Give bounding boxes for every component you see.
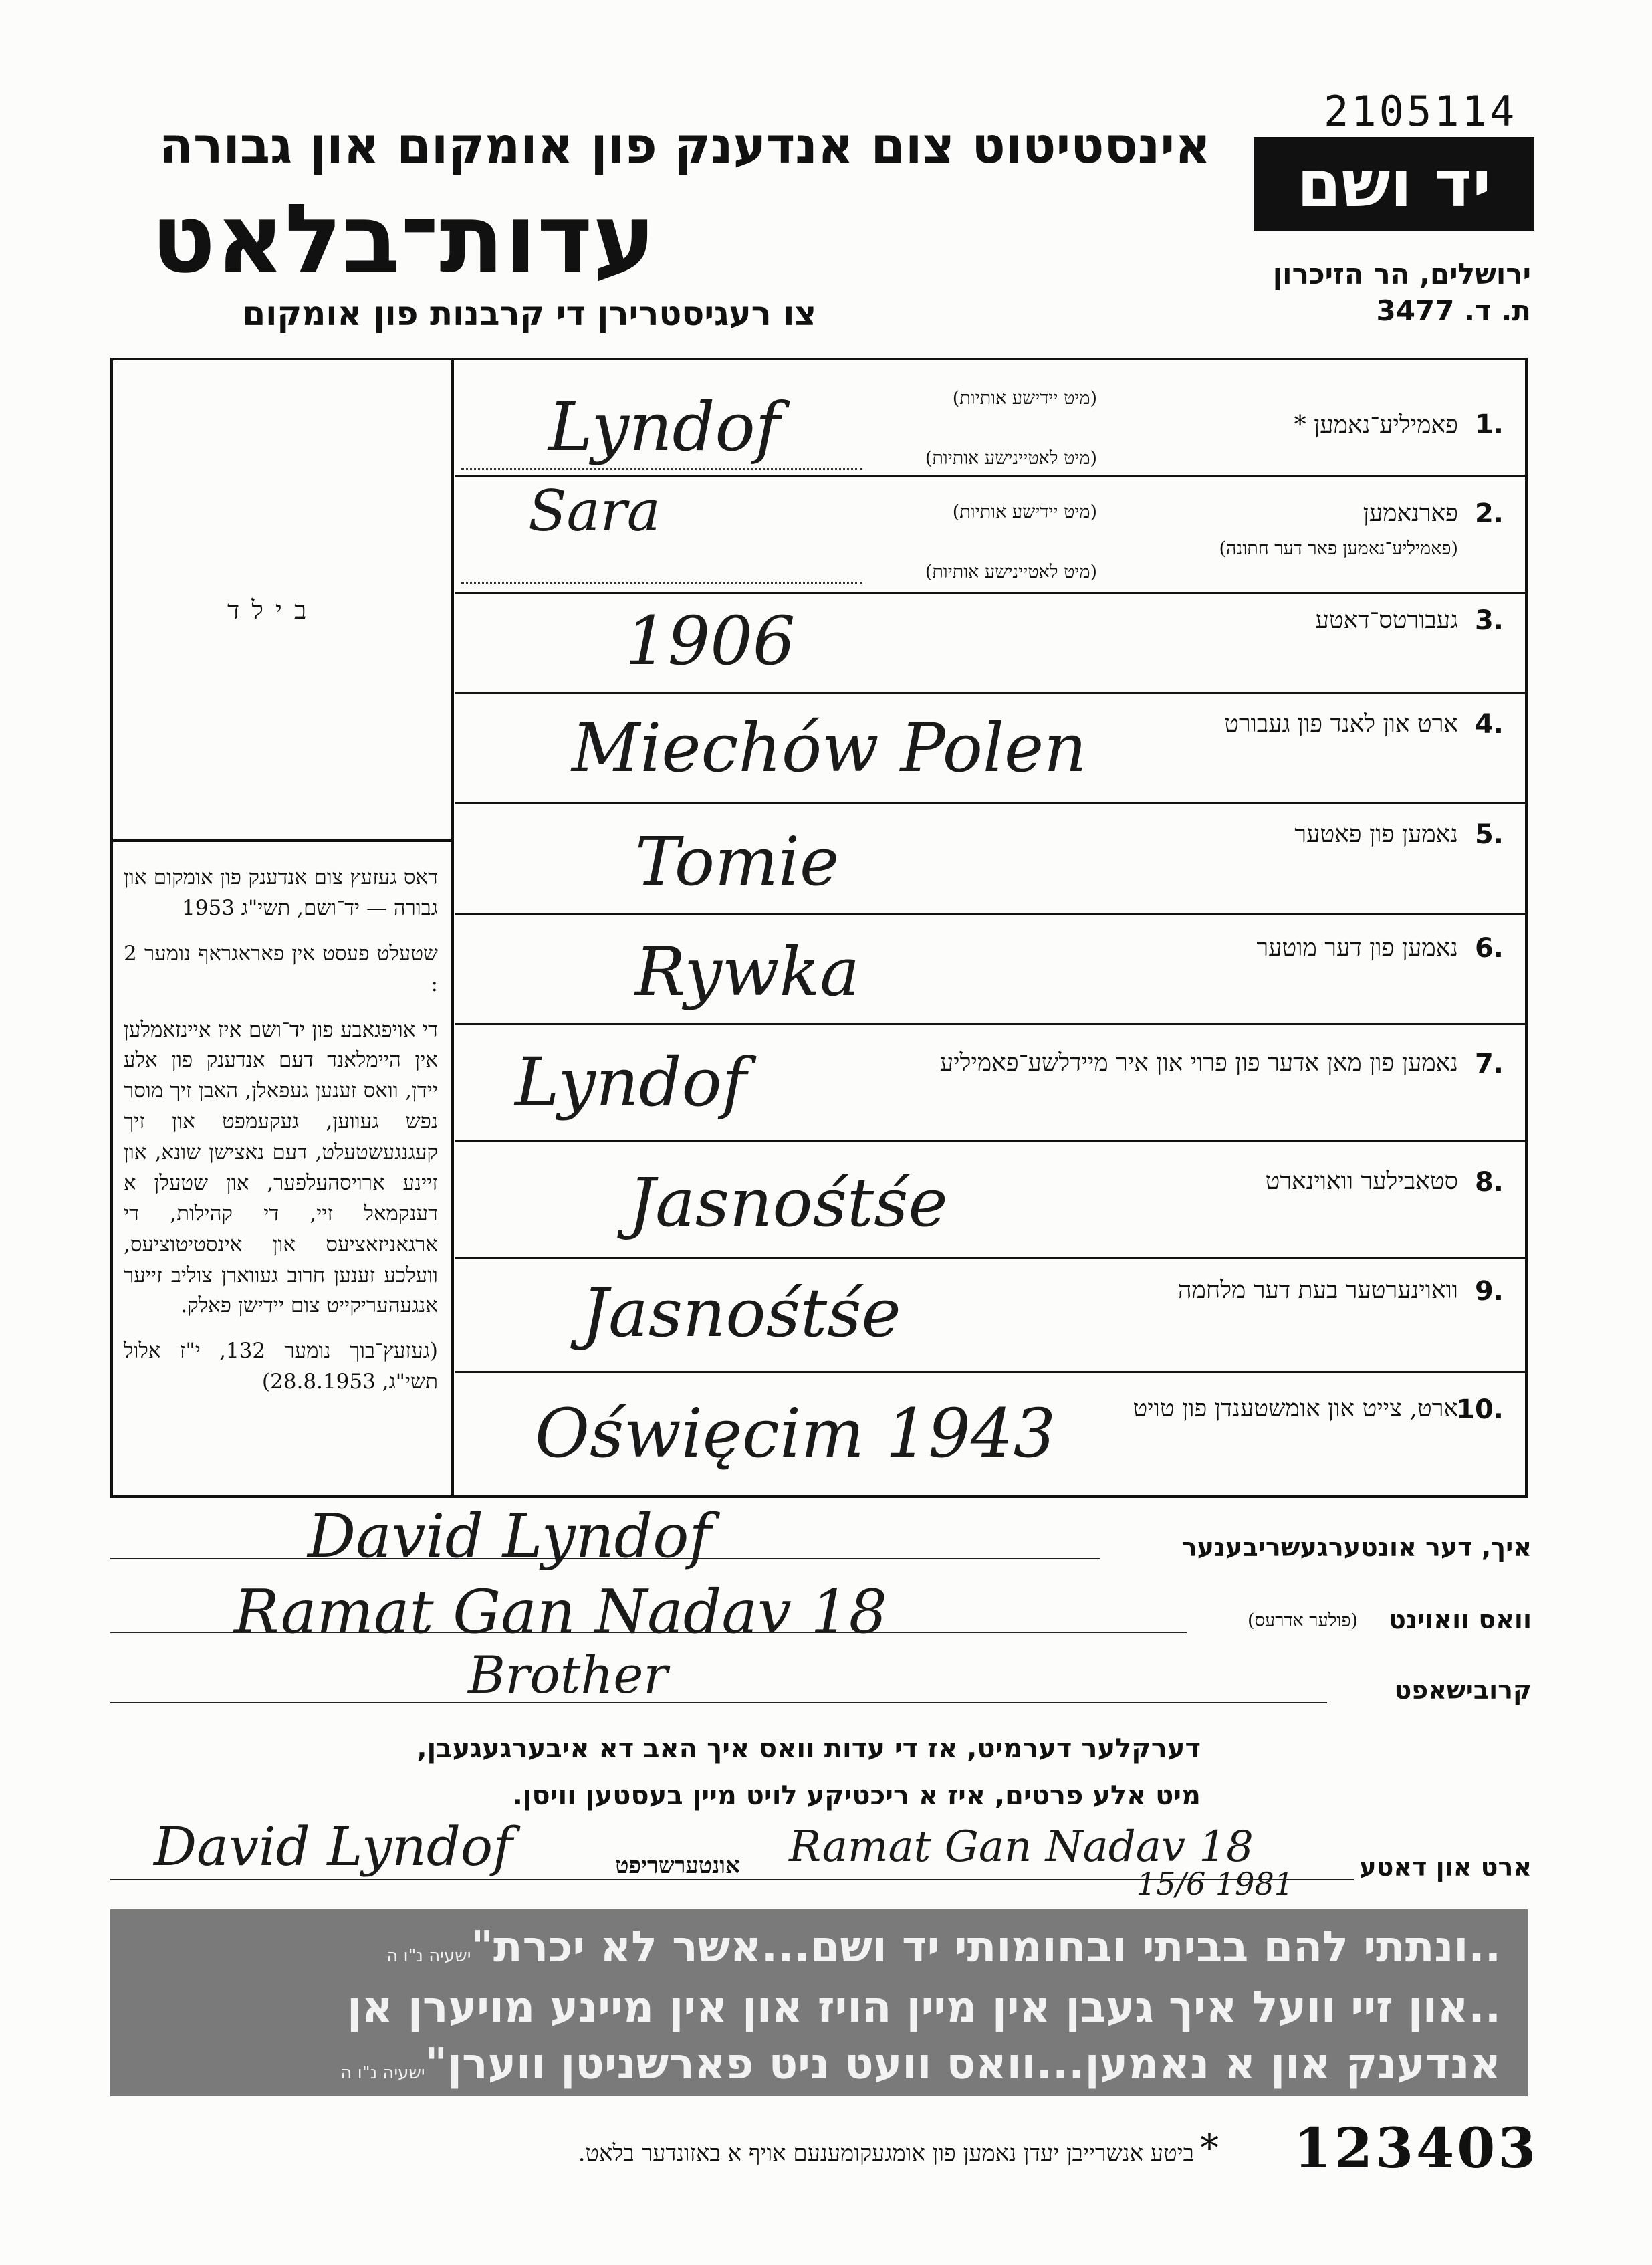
signature[interactable]: David Lyndof xyxy=(154,1816,513,1878)
witness-address[interactable]: Ramat Gan Nadav 18 xyxy=(234,1577,888,1647)
field-number: 6. xyxy=(1474,933,1504,964)
entry-line xyxy=(461,468,862,470)
banner-source: ישעיה נ"ו ה xyxy=(386,1946,471,1966)
field-number: 8. xyxy=(1474,1167,1504,1198)
address-line-1: ירושלים, הר הזיכרון xyxy=(1272,257,1531,290)
date-value[interactable]: 15/6 1981 xyxy=(1137,1866,1294,1902)
field-value-first-name[interactable]: Sara xyxy=(528,478,661,544)
field-label-birth-date: געבורטס־דאטע xyxy=(1315,607,1458,634)
field-number: 2. xyxy=(1474,498,1504,529)
field-label-death-details: ארט, צייט און אומשטענדן פון טויט xyxy=(1133,1395,1458,1422)
field-label-birth-place: ארט און לאנד פון געבורט xyxy=(1224,710,1458,738)
yad-vashem-logo: יד ושם xyxy=(1254,137,1534,231)
row-divider xyxy=(455,475,1528,477)
law-paragraph: (געזעץ־בוך נומער 132, י"ז אלול תשי"ג, 28.8.1953) xyxy=(124,1339,438,1394)
field-note: (מיט יידישע אותיות) xyxy=(952,388,1097,409)
field-value-death-details[interactable]: Oświęcim 1943 xyxy=(535,1394,1056,1473)
place-date-label: ארט און דאטע xyxy=(1359,1852,1532,1882)
field-note: (מיט לאטיינישע אותיות) xyxy=(925,562,1097,582)
banner-text: ..ונתתי להם בביתי ובחומותי יד ושם...אשר לא יכרת" xyxy=(471,1923,1501,1972)
row-divider xyxy=(455,1140,1528,1142)
field-label-wartime-residence: וואוינערטער בעת דער מלחמה xyxy=(1177,1277,1458,1304)
witness-label: איך, דער אונטערגעשריבענער xyxy=(1181,1533,1532,1562)
entry-line xyxy=(461,582,862,584)
field-value-wartime-residence[interactable]: Jasnośtśe xyxy=(582,1274,901,1352)
row-divider xyxy=(455,692,1528,694)
law-paragraph: שטעלט פעסט אין פאראגראף נומער 2 : xyxy=(124,941,438,996)
field-label-father-name: נאמען פון פאטער xyxy=(1294,821,1458,848)
witness-name[interactable]: David Lyndof xyxy=(308,1501,711,1572)
field-label-spouse-name: נאמען פון מאן אדער פון פרוי און איר מיידלשע־פאמיליע xyxy=(939,1049,1458,1077)
declaration-line-2: מיט אלע פרטים, איז א ריכטיקע לויט מיין בעסטען וויסן. xyxy=(512,1780,1201,1811)
field-value-spouse-name[interactable]: Lyndof xyxy=(515,1043,747,1121)
field-value-father-name[interactable]: Tomie xyxy=(635,823,840,901)
page-number: 123403 xyxy=(1294,2117,1539,2181)
law-paragraph: דאס געזעץ צום אנדענק פון אומקום און גבורה — יד־ושם, תשי"ג 1953 xyxy=(124,865,438,920)
law-paragraph: די אויפגאבע פון יד־ושם איז איינזאמלען אין היימלאנד דעם אנדענק פון אלע יידן, וואס זענען געפאלן, האבן זיך מוסר נפש געווען, געקעמפט און זיך קעגנגעשטעלט, דעם נאצישן שונא, און זיינע ארויסהעלפער, און שטעלן א דענקמאל זיי, די קהילות, די ארגאניזאציעס און אינסטיטוציעס, וועלכע זענען חרוב געווארן צוליב זייער אנגעהעריקייט צום יידישן פאלק. xyxy=(124,1017,438,1318)
photo-label: בילד xyxy=(227,595,319,625)
law-text xyxy=(124,863,438,1412)
field-number: 10. xyxy=(1456,1394,1504,1425)
photo-divider xyxy=(451,358,454,1498)
document-number: 2105114 xyxy=(1324,87,1518,136)
row-divider xyxy=(455,913,1528,915)
field-number: 9. xyxy=(1474,1276,1504,1307)
place-value[interactable]: Ramat Gan Nadav 18 xyxy=(789,1822,1254,1872)
row-divider xyxy=(455,1371,1528,1373)
field-label-mother-name: נאמען פון דער מוטער xyxy=(1256,934,1458,962)
field-number: 4. xyxy=(1474,709,1504,740)
row-divider xyxy=(455,802,1528,804)
field-number: 1. xyxy=(1474,409,1504,440)
address-label: וואס וואוינט xyxy=(1389,1605,1532,1634)
footnote: ביטע אנשרייבן יעדן נאמען פון אומגעקומענעם אויף א באזונדער בלאט. xyxy=(578,2140,1194,2167)
field-sublabel: (פאמיליע־נאמען פאר דער חתונה) xyxy=(1219,538,1458,559)
field-value-birth-date[interactable]: 1906 xyxy=(625,602,796,680)
field-number: 7. xyxy=(1474,1049,1504,1079)
field-value-permanent-residence[interactable]: Jasnośtśe xyxy=(628,1164,948,1242)
form-subtitle: צו רעגיסטרירן די קרבנות פון אומקום xyxy=(242,294,816,333)
banner-source: ישעיה נ"ו ה xyxy=(340,2063,425,2083)
relation-value[interactable]: Brother xyxy=(468,1645,668,1705)
address-line-2: ת. ד. 3477 xyxy=(1376,294,1531,327)
field-value-family-name[interactable]: Lyndof xyxy=(548,388,780,466)
field-note: (מיט לאטיינישע אותיות) xyxy=(925,448,1097,469)
field-note: (מיט יידישע אותיות) xyxy=(952,502,1097,522)
field-value-mother-name[interactable]: Rywka xyxy=(635,933,860,1011)
institute-name: אינסטיטוט צום אנדענק פון אומקום און גבורה xyxy=(159,117,1211,175)
banner-line-1 xyxy=(374,1923,1501,1972)
field-number: 3. xyxy=(1474,605,1504,636)
field-value-birth-place[interactable]: Miechów Polen xyxy=(572,709,1087,787)
row-divider xyxy=(455,592,1528,594)
photo-box-bottom-border xyxy=(110,839,453,842)
entry-line xyxy=(110,1702,1327,1703)
banner-line-2: ..און זיי וועל איך געבן אין מיין הויז און אין מיינע מויערן אן xyxy=(347,1983,1501,2032)
field-number: 5. xyxy=(1474,819,1504,850)
field-label-permanent-residence: סטאבילער וואוינארט xyxy=(1265,1168,1458,1195)
footnote-star: * xyxy=(1200,2127,1219,2170)
row-divider xyxy=(455,1257,1528,1259)
form-title: עדות־בלאט xyxy=(150,184,656,294)
quote-banner xyxy=(110,1909,1528,2096)
relation-label: קרובישאפט xyxy=(1394,1675,1532,1705)
address-note: (פולער אדרעס) xyxy=(1248,1610,1358,1631)
field-label-first-name: פארנאמען xyxy=(1363,500,1458,527)
declaration-line-1: דערקלער דערמיט, אז די עדות וואס איך האב דא איבערגעגעבן, xyxy=(417,1733,1201,1764)
signature-label: אונטערשריפט xyxy=(615,1852,740,1879)
banner-line-3 xyxy=(328,2040,1501,2089)
row-divider xyxy=(455,1023,1528,1025)
banner-text: אנדענק און א נאמען...וואס וועט ניט פארשניטן ווערן" xyxy=(425,2040,1501,2089)
field-label-family-name: פאמיליע־נאמען * xyxy=(1294,411,1458,439)
